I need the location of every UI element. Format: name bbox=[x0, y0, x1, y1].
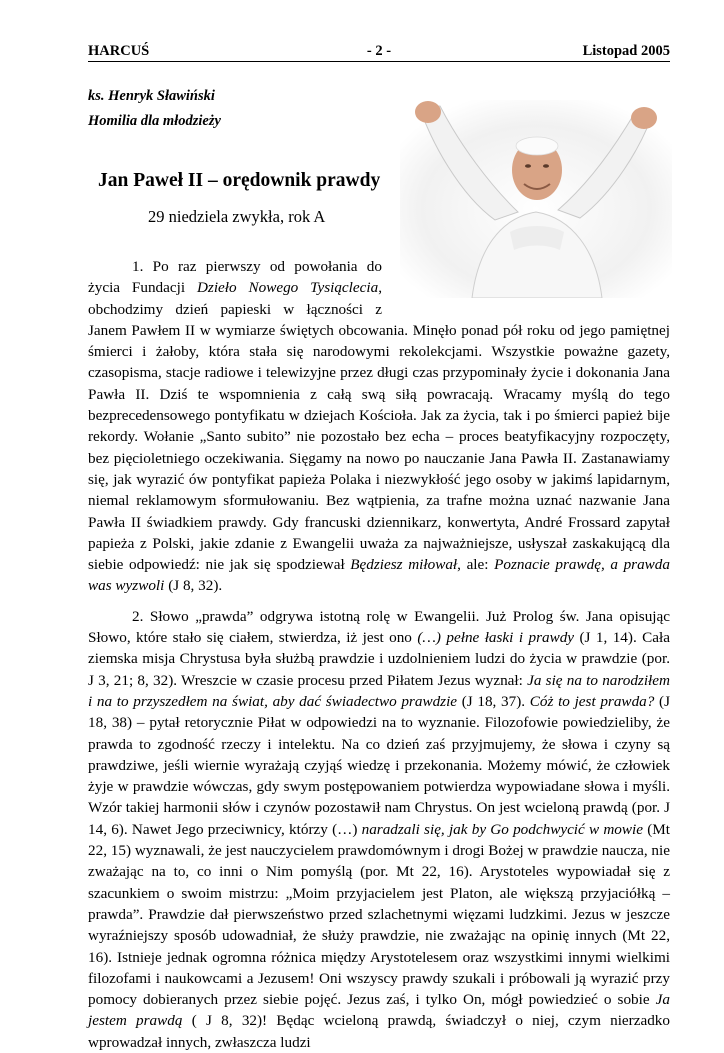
article-occasion: 29 niedziela zwykła, rok A bbox=[148, 207, 326, 226]
page-header bbox=[88, 43, 670, 62]
header-date: Listopad 2005 bbox=[582, 43, 670, 59]
paragraph-1 bbox=[88, 256, 670, 597]
text-run: ( J 8, 32)! Będąc wcieloną prawdą, świadczył o niej, czym nierzadko wprowadzał innych, zwłaszcza ludzi bbox=[88, 1012, 670, 1051]
italic-quote: naradzali się, jak by Go podchwycić w mowie bbox=[361, 820, 643, 838]
text-run: (J 1, 14). Cała ziemska misja Chrystusa była służbą prawdzie i uzdolnieniem ludzi do życia w prawdzie (por. J 3, 21; 8, 32). Wreszcie w czasie procesu przed Piłatem Jezus wyznał: bbox=[88, 629, 670, 689]
text-run: , obchodzimy dzień papieski w łączności z Janem Pawłem II w wymiarze świętych obcowania. Minęło ponad pół roku od jego pamiętnej śmierci i żałoby, która stała się narodowymi rekolekcjami. Wszystkie poważne gazety, czasopisma, stacje radiowe i telewizyjne przez długi czas przypominały życie i dokonania Jana Pawła II. Dziś te wspomnienia z całą swą siłą powracają. Wracamy myślą do tego bezprecedensowego pontyfikatu w dziejach Kościoła. Jak za życia, tak i po śmierci papież bije rekordy. Wołanie „Santo subito” nie pozostało bez echa – proces beatyfikacyjny rozpoczęty, bez pięcioletniego oczekiwania. Sięgamy na nowo po nauczanie Jana Pawła II. Zastanawiamy się, jak wyrazić ów pontyfikat papieża Polaka i niezwykłość jego osoby w jakimś lapidarnym, niemal reklamowym sformułowaniu. Bez wątpienia, za trafne można uznać nazwanie Jana Pawła II świadkiem prawdy. Gdy francuski dziennikarz, konwertyta, André Frossard zapytał papieża z Polski, jakie zdanie z Ewangelii uważa za najważniejsze, usłyszał zaskakującą dla siebie odpowiedź: nie jak się spodziewał bbox=[88, 279, 670, 574]
italic-quote: Cóż to jest prawda? bbox=[529, 692, 655, 710]
author-name: ks. Henryk Sławiński bbox=[88, 88, 215, 104]
italic-quote: Ja się na to narodziłem i na to przyszedłem na świat, aby dać świadectwo prawdzie bbox=[88, 671, 670, 710]
text-run: , ale: bbox=[457, 556, 495, 574]
italic-quote: (…) pełne łaski i prawdy bbox=[417, 629, 575, 647]
text-run: (J 18, 38) – pytał retorycznie Piłat w odpowiedzi na to wyznanie. Filozofowie powiedzieliby, że prawda to zgodność rzeczy i intelektu. Na co dzień zaś przyjmujemy, że słowa i czyny są prawdziwe, jeśli wiernie wyrażają czyjąś wiedzę i przekonania. Możemy mówić, że człowiek żyje w prawdzie wówczas, gdy swym postępowaniem potwierdza wypowiadane słowa i myśli. Wzór takiej harmonii słów i czynów pozostawił nam Chrystus. On jest wcieloną prawdą (por. J 14, 6). Nawet Jego przeciwnicy, którzy (…) bbox=[88, 692, 671, 838]
header-page-number: - 2 - bbox=[366, 43, 392, 59]
article-title: Jan Paweł II – orędownik prawdy bbox=[98, 170, 381, 191]
image-wrap-spacer bbox=[382, 256, 670, 319]
text-run: 1. Po raz pierwszy od powołania do życia Fundacji bbox=[88, 258, 382, 297]
section-label: Homilia dla młodzieży bbox=[88, 113, 221, 129]
text-run: 2. Słowo „prawda” odgrywa istotną rolę w Ewangelii. Już Prolog św. Jana opisując Słowo, które stało się ciałem, stwierdza, iż jest ono bbox=[88, 607, 670, 647]
text-run: (J 8, 32). bbox=[164, 577, 223, 595]
italic-quote: Poznacie prawdę, a prawda was wyzwoli bbox=[88, 556, 670, 595]
header-publication: HARCUŚ bbox=[88, 43, 150, 59]
paragraph-2 bbox=[88, 606, 670, 1053]
article-body bbox=[88, 256, 670, 1053]
text-run: (J 18, 37). bbox=[457, 692, 530, 710]
text-run: (Mt 22, 15) wyznawali, że jest nauczycielem prawdomównym i drogi Bożej w prawdzie naucza, nie zważając na to, co inni o Nim pomyślą (por. Mt 22, 16). Arystoteles wypowiadał się z szacunkiem o swoim mistrzu: „Moim przyjacielem jest Platon, ale większą przyjaciółką – prawda”. Prawdzie dał pierwszeństwo przed szlachetnymi więzami ludzkimi. Jezus w jeszcze wyraźniejszy sposób udowadniał, że służy prawdzie, nie zważając na opinię innych (Mt 22, 16). Istnieje jednak ogromna różnica między Arystotelesem oraz wszystkimi innymi wielkimi filozofami i naukowcami a Jezusem! Oni wszyscy prawdy szukali i próbowali ją wyrazić przy pomocy dobieranych przez siebie pojęć. Jezus zaś, i tylko On, mógł powiedzieć o sobie bbox=[88, 820, 671, 1009]
italic-quote: Dzieło Nowego Tysiąclecia bbox=[196, 279, 379, 297]
italic-quote: Ja jestem prawdą bbox=[88, 991, 670, 1030]
italic-quote: Będziesz miłował bbox=[350, 556, 458, 574]
